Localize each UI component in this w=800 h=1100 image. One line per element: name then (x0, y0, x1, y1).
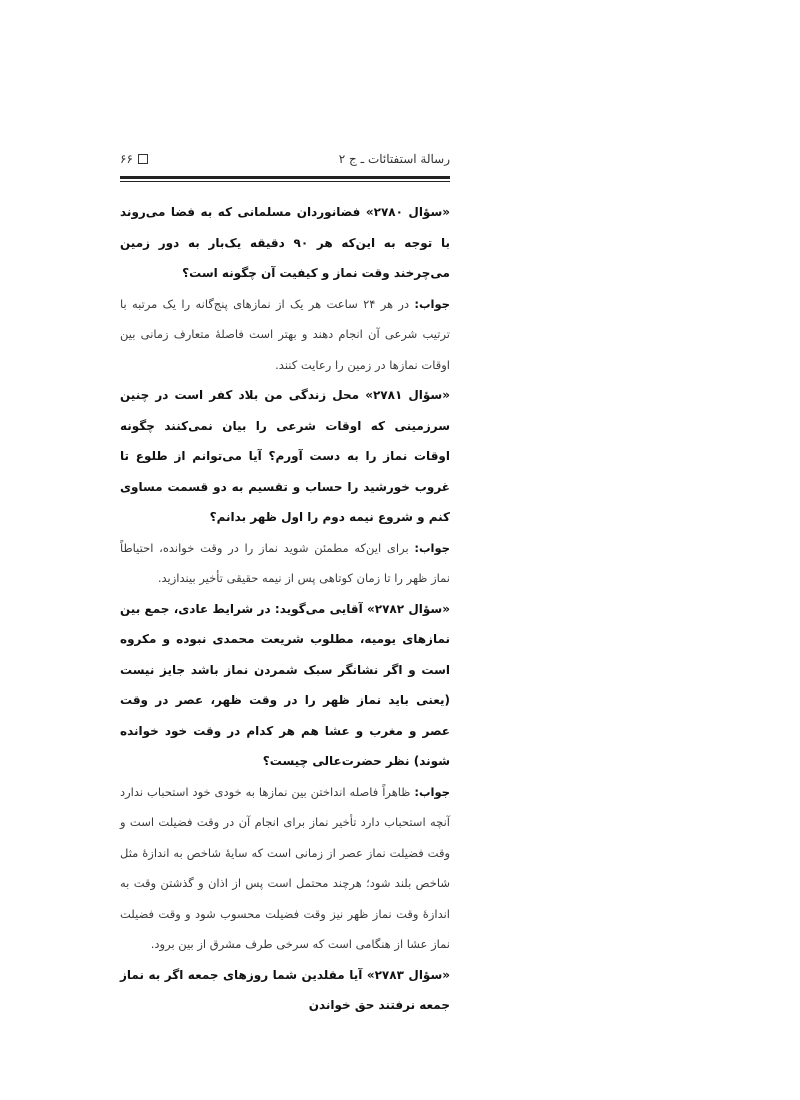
question-paragraph (120, 594, 450, 777)
answer-paragraph (120, 289, 450, 381)
question-paragraph (120, 197, 450, 289)
body-text (120, 197, 450, 1021)
answer-label: جواب: (414, 296, 450, 311)
page-number: ۶۶ (120, 152, 133, 166)
question-text: «سؤال ۲۷۸۱» محل زندگی من بلاد کفر است در چنین سرزمینی که اوقات شرعی را بیان نمی‌کنند چگونه اوقات نماز را به دست آورم؟ آیا می‌توانم از طلوع تا غروب خورشید را حساب و تقسیم به دو قسمت مساوی کنم و شروع نیمه دوم را اول ظهر بدانم؟ (120, 388, 450, 524)
question-text: «سؤال ۲۷۸۳» آیا مقلدین شما روزهای جمعه اگر به نماز جمعه نرفتند حق خواندن (120, 967, 451, 1012)
question-paragraph (120, 380, 450, 533)
question-paragraph (120, 960, 450, 1021)
question-text: «سؤال ۲۷۸۲» آقایی می‌گوید: در شرایط عادی، جمع بین نمازهای یومیه، مطلوب شریعت محمدی نبوده و مکروه است و اگر نشانگر سبک شمردن نماز باشد جایز نیست (یعنی باید نماز ظهر را در وقت ظهر، عصر در وقت عصر و مغرب و عشا هم هر کدام در وقت خود خوانده شوند) نظر حضرت‌عالی چیست؟ (120, 601, 450, 768)
page-header (120, 150, 450, 176)
answer-paragraph (120, 777, 450, 960)
square-ornament-icon (138, 154, 148, 164)
question-text: «سؤال ۲۷۸۰» فضانوردان مسلمانی که به فضا می‌روند با توجه به این‌که هر ۹۰ دقیقه یک‌بار به دور زمین می‌چرخند وقت نماز و کیفیت آن چگونه است؟ (120, 205, 451, 280)
answer-text: برای این‌که مطمئن شوید نماز را در وقت خوانده، احتیاطاً نماز ظهر را تا زمان کوتاهی پس از نیمه حقیقی تأخیر بیندازید. (120, 540, 450, 585)
page-number-block (120, 152, 148, 166)
answer-label: جواب: (414, 540, 450, 555)
answer-label: جواب: (414, 784, 450, 799)
header-rule-thin (120, 181, 450, 182)
answer-text: ظاهراً فاصله انداختن بین نمازها به خودی خود استحباب ندارد آنچه استحباب دارد تأخیر نماز برای انجام آن در وقت فضیلت است و وقت فضیلت نماز عصر از زمانی است که سایهٔ شاخص به اندازهٔ مثل شاخص بلند شود؛ هرچند محتمل است پس از اذان و گذشتن وقت به اندازهٔ وقت نماز ظهر نیز وقت فضیلت محسوب شود و وقت فضیلت نماز عشا از هنگامی است که سرخی طرف مشرق از بین برود. (120, 784, 450, 951)
answer-text: در هر ۲۴ ساعت هر یک از نمازهای پنج‌گانه را یک مرتبه با ترتیب شرعی آن انجام دهند و بهتر است فاصلهٔ متعارف زمانی بین اوقات نمازها در زمین را رعایت کنند. (120, 296, 450, 372)
running-title: رسالة استفتائات ـ ج ۲ (338, 152, 450, 166)
answer-paragraph (120, 533, 450, 594)
header-rule-thick (120, 176, 450, 179)
